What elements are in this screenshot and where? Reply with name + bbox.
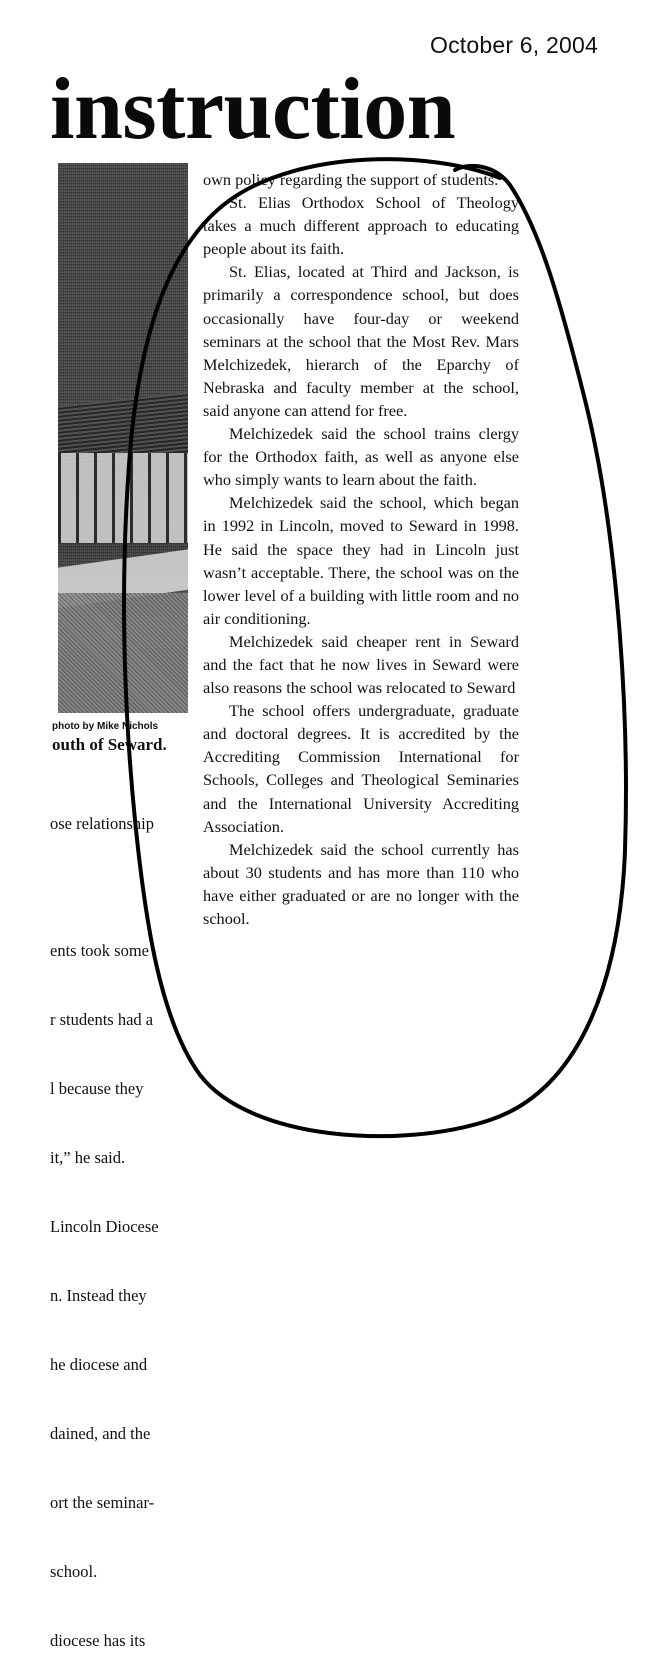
publication-date: October 6, 2004 xyxy=(430,32,598,58)
left-column-line: l because they xyxy=(50,1079,144,1098)
article-paragraph: St. Elias Orthodox School of Theology takes a much different approach to educating people about its faith. xyxy=(203,193,519,259)
article-paragraph: own policy regarding the support of students. xyxy=(203,170,499,189)
left-column-line: he diocese and xyxy=(50,1355,148,1374)
left-column-text xyxy=(50,766,190,1675)
left-column-line: it,” he said. xyxy=(50,1148,126,1167)
left-column-line: school. xyxy=(50,1562,98,1581)
article-paragraph: Melchizedek said the school trains clergy for the Orthodox faith, as well as anyone else who simply wants to learn about the faith. xyxy=(203,424,519,490)
left-column-line: dained, and the xyxy=(50,1424,151,1443)
left-column-line: n. Instead they xyxy=(50,1286,147,1305)
left-column-line: ose relationship xyxy=(50,814,155,833)
article-paragraph: Melchizedek said the school currently has about 30 students and has more than 110 who have either graduated or are no longer with the school. xyxy=(203,839,519,928)
article-paragraph: The school offers undergraduate, graduate and doctoral degrees. It is accredited by the Accrediting Commission International for Schools, Colleges and Theological Seminaries and the International University Accrediting Association. xyxy=(203,701,519,836)
left-column-line: r students had a xyxy=(50,1010,154,1029)
photo-caption: outh of Seward. xyxy=(52,735,167,754)
left-column-line: Lincoln Diocese xyxy=(50,1217,159,1236)
article-paragraph: Melchizedek said the school, which began in 1992 in Lincoln, moved to Seward in 1998. He said the space they had in Lincoln just wasn’t acceptable. There, the school was on the lower level of a building with little room and no air conditioning. xyxy=(203,493,519,628)
article-photo xyxy=(58,163,188,713)
article-body xyxy=(203,168,519,930)
left-column-line: diocese has its xyxy=(50,1631,146,1650)
headline: instruction xyxy=(50,61,456,158)
article-paragraph: St. Elias, located at Third and Jackson, is primarily a correspondence school, but does occasionally have four-day or weekend seminars at the school that the Most Rev. Mars Melchizedek, hierarch of the Eparchy of Nebraska and faculty member at the school, said anyone can attend for free. xyxy=(203,262,519,420)
left-column-line: ort the seminar- xyxy=(50,1493,155,1512)
article-paragraph: Melchizedek said cheaper rent in Seward and the fact that he now lives in Seward were also reasons the school was relocated to Seward xyxy=(203,631,519,698)
left-column-line: ents took some xyxy=(50,941,149,960)
photo-credit: photo by Mike Nichols xyxy=(52,721,159,732)
